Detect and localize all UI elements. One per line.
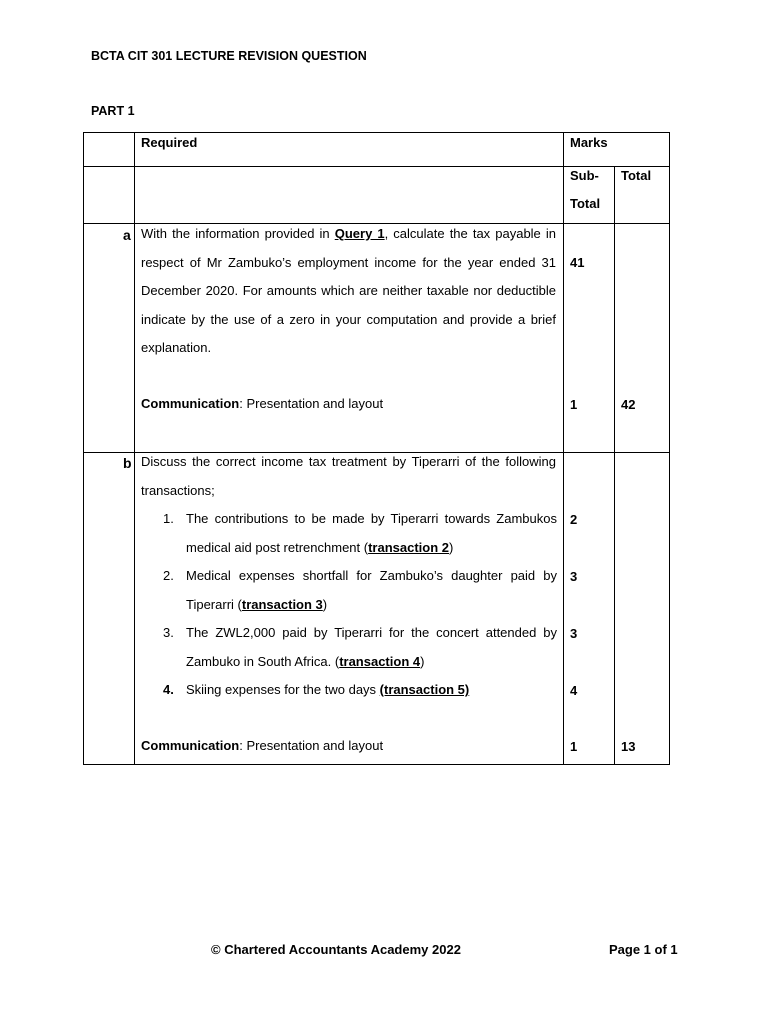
subtotal-header-line2: Total — [570, 196, 601, 211]
question-b-intro: Discuss the correct income tax treatment by Tiperarri of the following transactions; — [141, 454, 556, 498]
item-4-mark: 4 — [570, 683, 578, 698]
total-header: Total — [621, 168, 652, 183]
footer-page-number: Page 1 of 1 — [609, 942, 678, 957]
item-3-mark: 3 — [570, 626, 578, 641]
list-item: 3. The ZWL2,000 paid by Tiperarri for the concert attended by Zambuko in South Africa. (transaction 4) — [163, 625, 557, 669]
question-b-communication: Communication: Presentation and layout — [141, 738, 384, 753]
question-a-letter: a — [123, 227, 131, 243]
question-b-letter: b — [123, 455, 132, 471]
question-b-total: 13 — [621, 739, 636, 754]
list-item: 4. Skiing expenses for the two days (transaction 5) — [163, 682, 470, 697]
question-a-text: With the information provided in Query 1, calculate the tax payable in respect of Mr Zambuko’s employment income for the year ended 31 December 2020. For amounts which are neither taxable nor deductible indicate by the use of a zero in your computation and provide a brief explanation. — [141, 226, 556, 355]
question-a-submark: 41 — [570, 255, 585, 270]
required-header: Required — [141, 135, 198, 150]
list-item: 1. The contributions to be made by Tiperarri towards Zambukos medical aid post retrenchment (transaction 2) — [163, 511, 557, 555]
marks-header: Marks — [570, 135, 608, 150]
question-a-total: 42 — [621, 397, 636, 412]
item-1-mark: 2 — [570, 512, 578, 527]
question-b-comm-submark: 1 — [570, 739, 578, 754]
list-item: 2. Medical expenses shortfall for Zambuko’s daughter paid by Tiperarri (transaction 3) — [163, 568, 557, 612]
footer-copyright: © Chartered Accountants Academy 2022 — [211, 942, 461, 957]
document-title: BCTA CIT 301 LECTURE REVISION QUESTION — [91, 49, 367, 63]
question-a-communication: Communication: Presentation and layout — [141, 396, 384, 411]
item-2-mark: 3 — [570, 569, 578, 584]
question-a-comm-submark: 1 — [570, 397, 578, 412]
subtotal-header: Sub- — [570, 168, 599, 183]
part-heading: PART 1 — [91, 104, 135, 118]
